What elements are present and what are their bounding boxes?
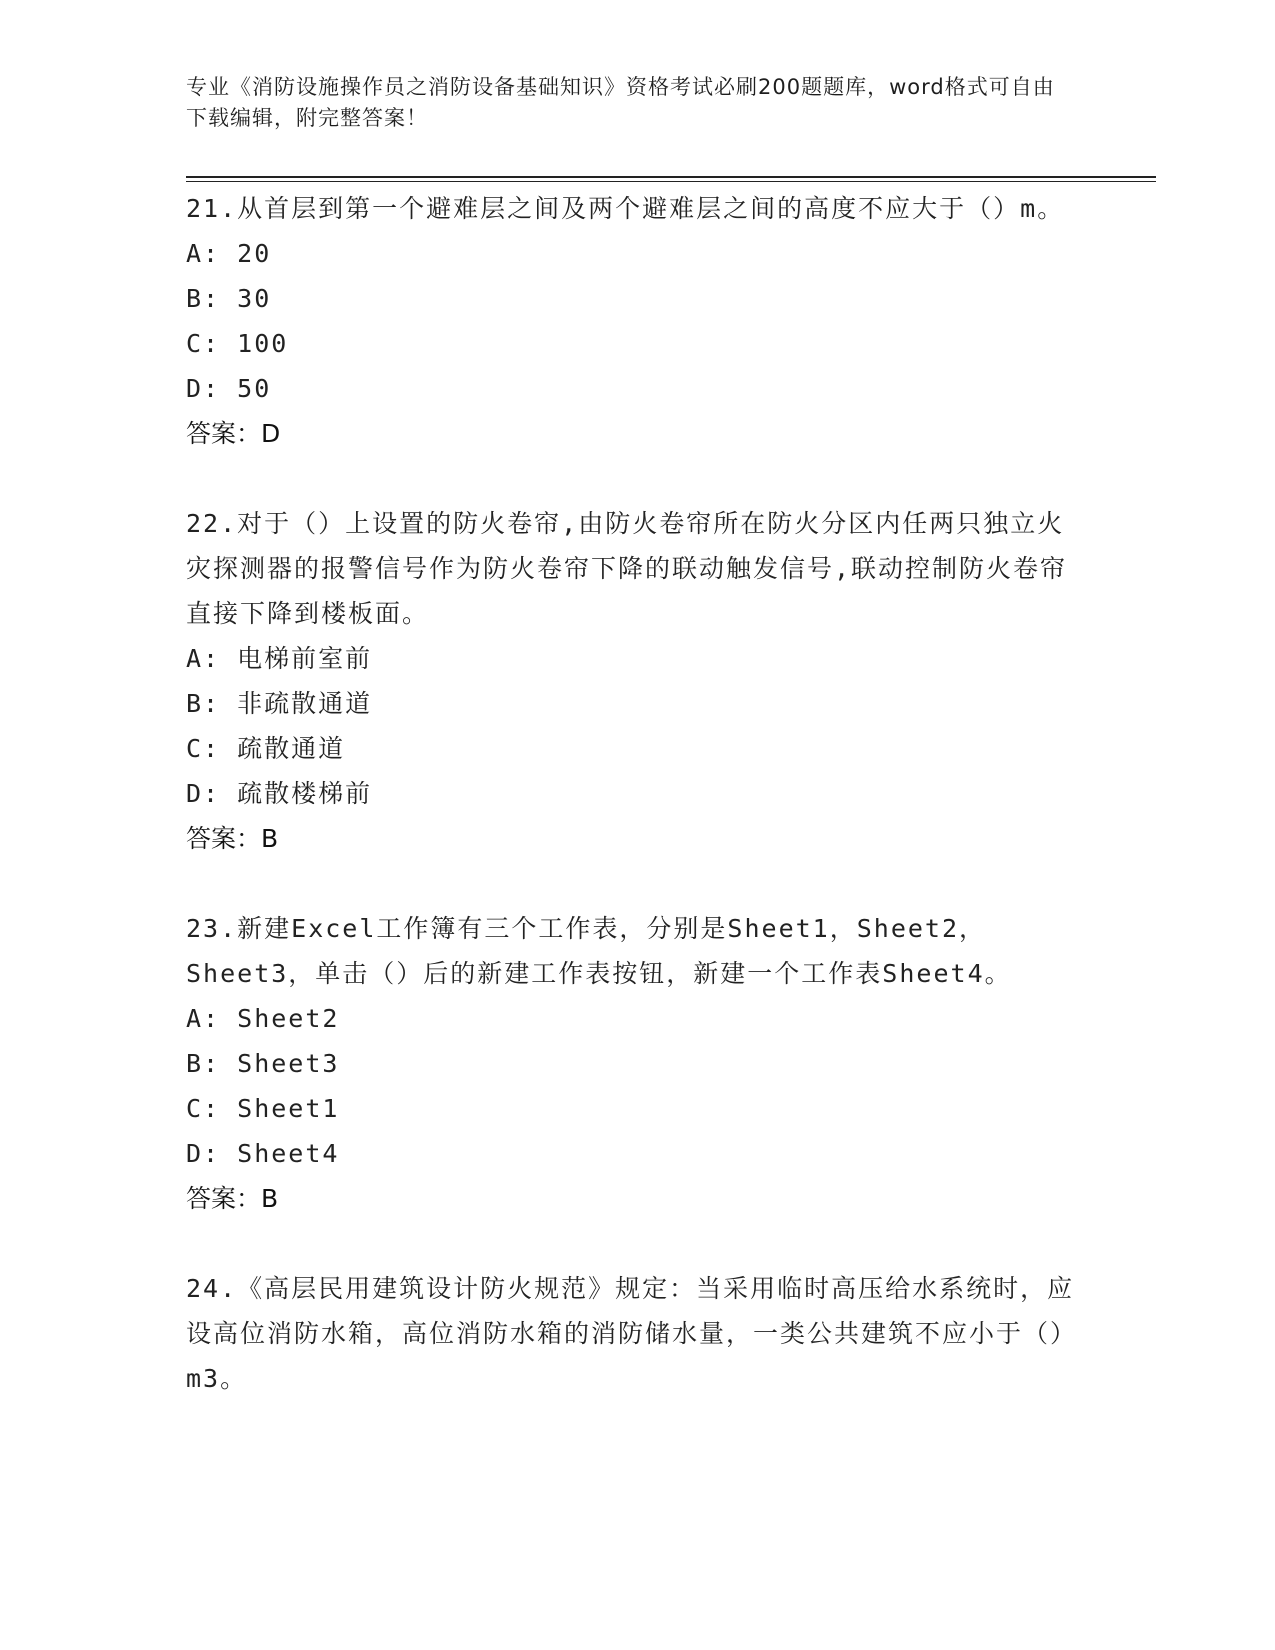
question-23	[186, 906, 1086, 1221]
question-21	[186, 186, 1086, 456]
option-b: B: 30	[186, 284, 272, 313]
answer-line: 答案：D	[186, 419, 281, 448]
question-text: 24.《高层民用建筑设计防火规范》规定：当采用临时高压给水系统时，应设高位消防水箱，高位消防水箱的消防储水量，一类公共建筑不应小于（）m3。	[186, 1274, 1078, 1393]
option-a: A: 20	[186, 239, 272, 268]
question-text: 21.从首层到第一个避难层之间及两个避难层之间的高度不应大于（）m。	[186, 194, 1065, 223]
option-c: C: 疏散通道	[186, 734, 346, 763]
option-b: B: Sheet3	[186, 1049, 340, 1078]
option-b: B: 非疏散通道	[186, 689, 373, 718]
option-d: D: Sheet4	[186, 1139, 340, 1168]
answer-line: 答案：B	[186, 824, 279, 853]
option-d: D: 50	[186, 374, 272, 403]
question-text: 22.对于（）上设置的防火卷帘,由防火卷帘所在防火分区内任两只独立火灾探测器的报警信号作为防火卷帘下降的联动触发信号,联动控制防火卷帘直接下降到楼板面。	[186, 509, 1068, 628]
question-spacer	[186, 456, 1086, 501]
question-list	[186, 186, 1086, 1401]
header-divider-thick	[186, 176, 1156, 178]
document-header: 专业《消防设施操作员之消防设备基础知识》资格考试必刷200题题库，word格式可自由下载编辑，附完整答案！	[186, 75, 1055, 130]
answer-line: 答案：B	[186, 1184, 279, 1213]
question-spacer	[186, 1221, 1086, 1266]
option-a: A: 电梯前室前	[186, 644, 373, 673]
header-divider-thin	[186, 181, 1156, 182]
option-d: D: 疏散楼梯前	[186, 779, 373, 808]
option-c: C: 100	[186, 329, 289, 358]
question-22	[186, 501, 1086, 861]
question-text: 23.新建Excel工作簿有三个工作表，分别是Sheet1，Sheet2，Sheet3，单击（）后的新建工作表按钮，新建一个工作表Sheet4。	[186, 914, 1012, 988]
question-spacer	[186, 861, 1086, 906]
option-c: C: Sheet1	[186, 1094, 340, 1123]
question-24	[186, 1266, 1086, 1401]
option-a: A: Sheet2	[186, 1004, 340, 1033]
